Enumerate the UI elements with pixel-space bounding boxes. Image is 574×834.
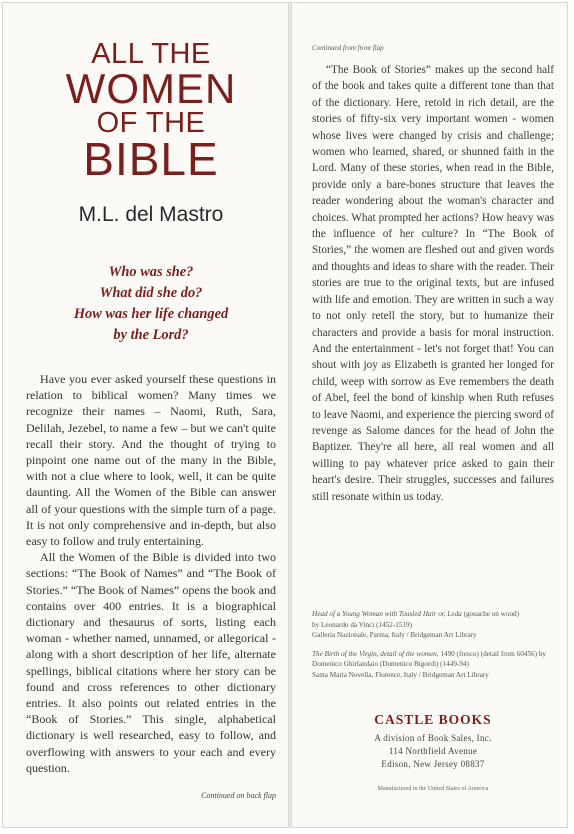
back-flap-body <box>312 62 554 505</box>
credit-location: Santa Maria Novella, Florence, Italy / Bridgeman Art Library <box>312 670 489 679</box>
back-flap <box>312 0 554 830</box>
publisher-block <box>312 712 554 771</box>
author-name: M.L. del Mastro <box>78 203 224 226</box>
publisher-name: CASTLE BOOKS <box>374 712 492 727</box>
fold-line <box>288 2 292 828</box>
question-block <box>26 262 276 346</box>
paragraph: All the Women of the Bible is divided into two sections: “The Book of Names” and “The Book of Stories.” “The Book of Names” opens the book and contains over 400 entries. It is a biographical dictionary and thesaurus of sorts, listing each woman - whether named, unnamed, or allegorical - along with a short description of her life, alternate spellings, biblical citations where her story can be found and cross references to other dictionary entries. It also points out related entries in the “Book of Stories.” This single, alphabetical dictionary is well researched, easy to follow, and overflowing with answers to your each and every question. <box>26 550 276 775</box>
continued-on-back-note: Continued on back flap <box>201 791 276 800</box>
continued-from-front-note: Continued from front flap <box>312 44 384 52</box>
credit-medium: (gouache on wood) <box>463 610 520 618</box>
manufactured-note: Manufactured in the United States of America <box>377 786 489 792</box>
paragraph: Have you ever asked yourself these questions in relation to biblical women? Many times we recognize their names – Naomi, Ruth, Sara, Delilah, Jezebel, to name a few – but we can't quite recall their story. And the thought of trying to pinpoint one name out of the many in the Bible, with not a clue where to look, well, it can be quite daunting. All the Women of the Bible can answer all of your questions with the simple turn of a page. It is not only comprehensive and in-depth, but also easy to follow and truly entertaining. <box>26 372 276 549</box>
question-line: Who was she? <box>108 264 194 280</box>
publisher-line: 114 Northfield Avenue <box>388 746 478 756</box>
credit-entry <box>312 609 554 641</box>
credit-entry <box>312 649 554 681</box>
paragraph: “The Book of Stories” makes up the second half of the book and takes quite a different tone than that of the dictionary. Here, retold in rich detail, are the stories of fifty-six very important women - women whose lives were changed by crisis and challenge; women who learned, shared, or shunned faith in the Lord. Many of these stories, when read in the Bible, provide only a bare-bones structure that leaves the reader wondering about the woman's character and choices. What prompted her actions? How heavy was the influence of her culture? In “The Book of Stories,” the women are fleshed out and given words and thoughts and ideas to share with the reader. Their stories are true to the original texts, but are infused with life and emotion. They are written in such a way to not only retell the story, but to humanize their characters and provide a basis for moral instruction. And the entertainment - let's not forget that! You can shout with joy as Elizabeth is granted her longed for child, weep with sorrow as Eve remembers the death of Abel, feel the bond of kinship when Ruth refuses to leave Naomi, and experience the piercing sword of revenge as Salome dances for the head of John the Baptizer. They're all here, all real women and all willing to pay whatever price asked to gain their heart's desire. Their struggles, successes and failures still resonate within us today. <box>312 64 554 503</box>
question-line: What did she do? <box>99 285 203 301</box>
publisher-line: A division of Book Sales, Inc. <box>374 733 492 743</box>
title-line-1: ALL THE <box>91 38 211 70</box>
credit-location: Galleria Nazionale, Parma, Italy / Bridgeman Art Library <box>312 631 477 639</box>
credit-artist: by Leonardo da Vinci (1452-1519) <box>312 620 413 629</box>
question-line: How was her life changed <box>73 306 229 322</box>
title-line-3: OF THE <box>96 107 206 139</box>
title-line-2: WOMEN <box>65 65 237 112</box>
publisher-line: Edison, New Jersey 08837 <box>381 759 485 769</box>
image-credits <box>312 609 554 688</box>
front-flap <box>26 0 276 830</box>
credit-medium: 1490 (fresco) (detail from 60456) by Domenico Ghirlandaio (Domenico Bigordi) (1449-94) <box>312 649 546 668</box>
question-line: by the Lord? <box>113 327 189 343</box>
title-line-4: BIBLE <box>83 133 219 185</box>
credit-title: The Birth of the Virgin, detail of the women, <box>312 649 439 658</box>
front-flap-body <box>26 371 276 776</box>
credit-title: Head of a Young Woman with Tousled Hair or, Leda <box>312 610 462 618</box>
